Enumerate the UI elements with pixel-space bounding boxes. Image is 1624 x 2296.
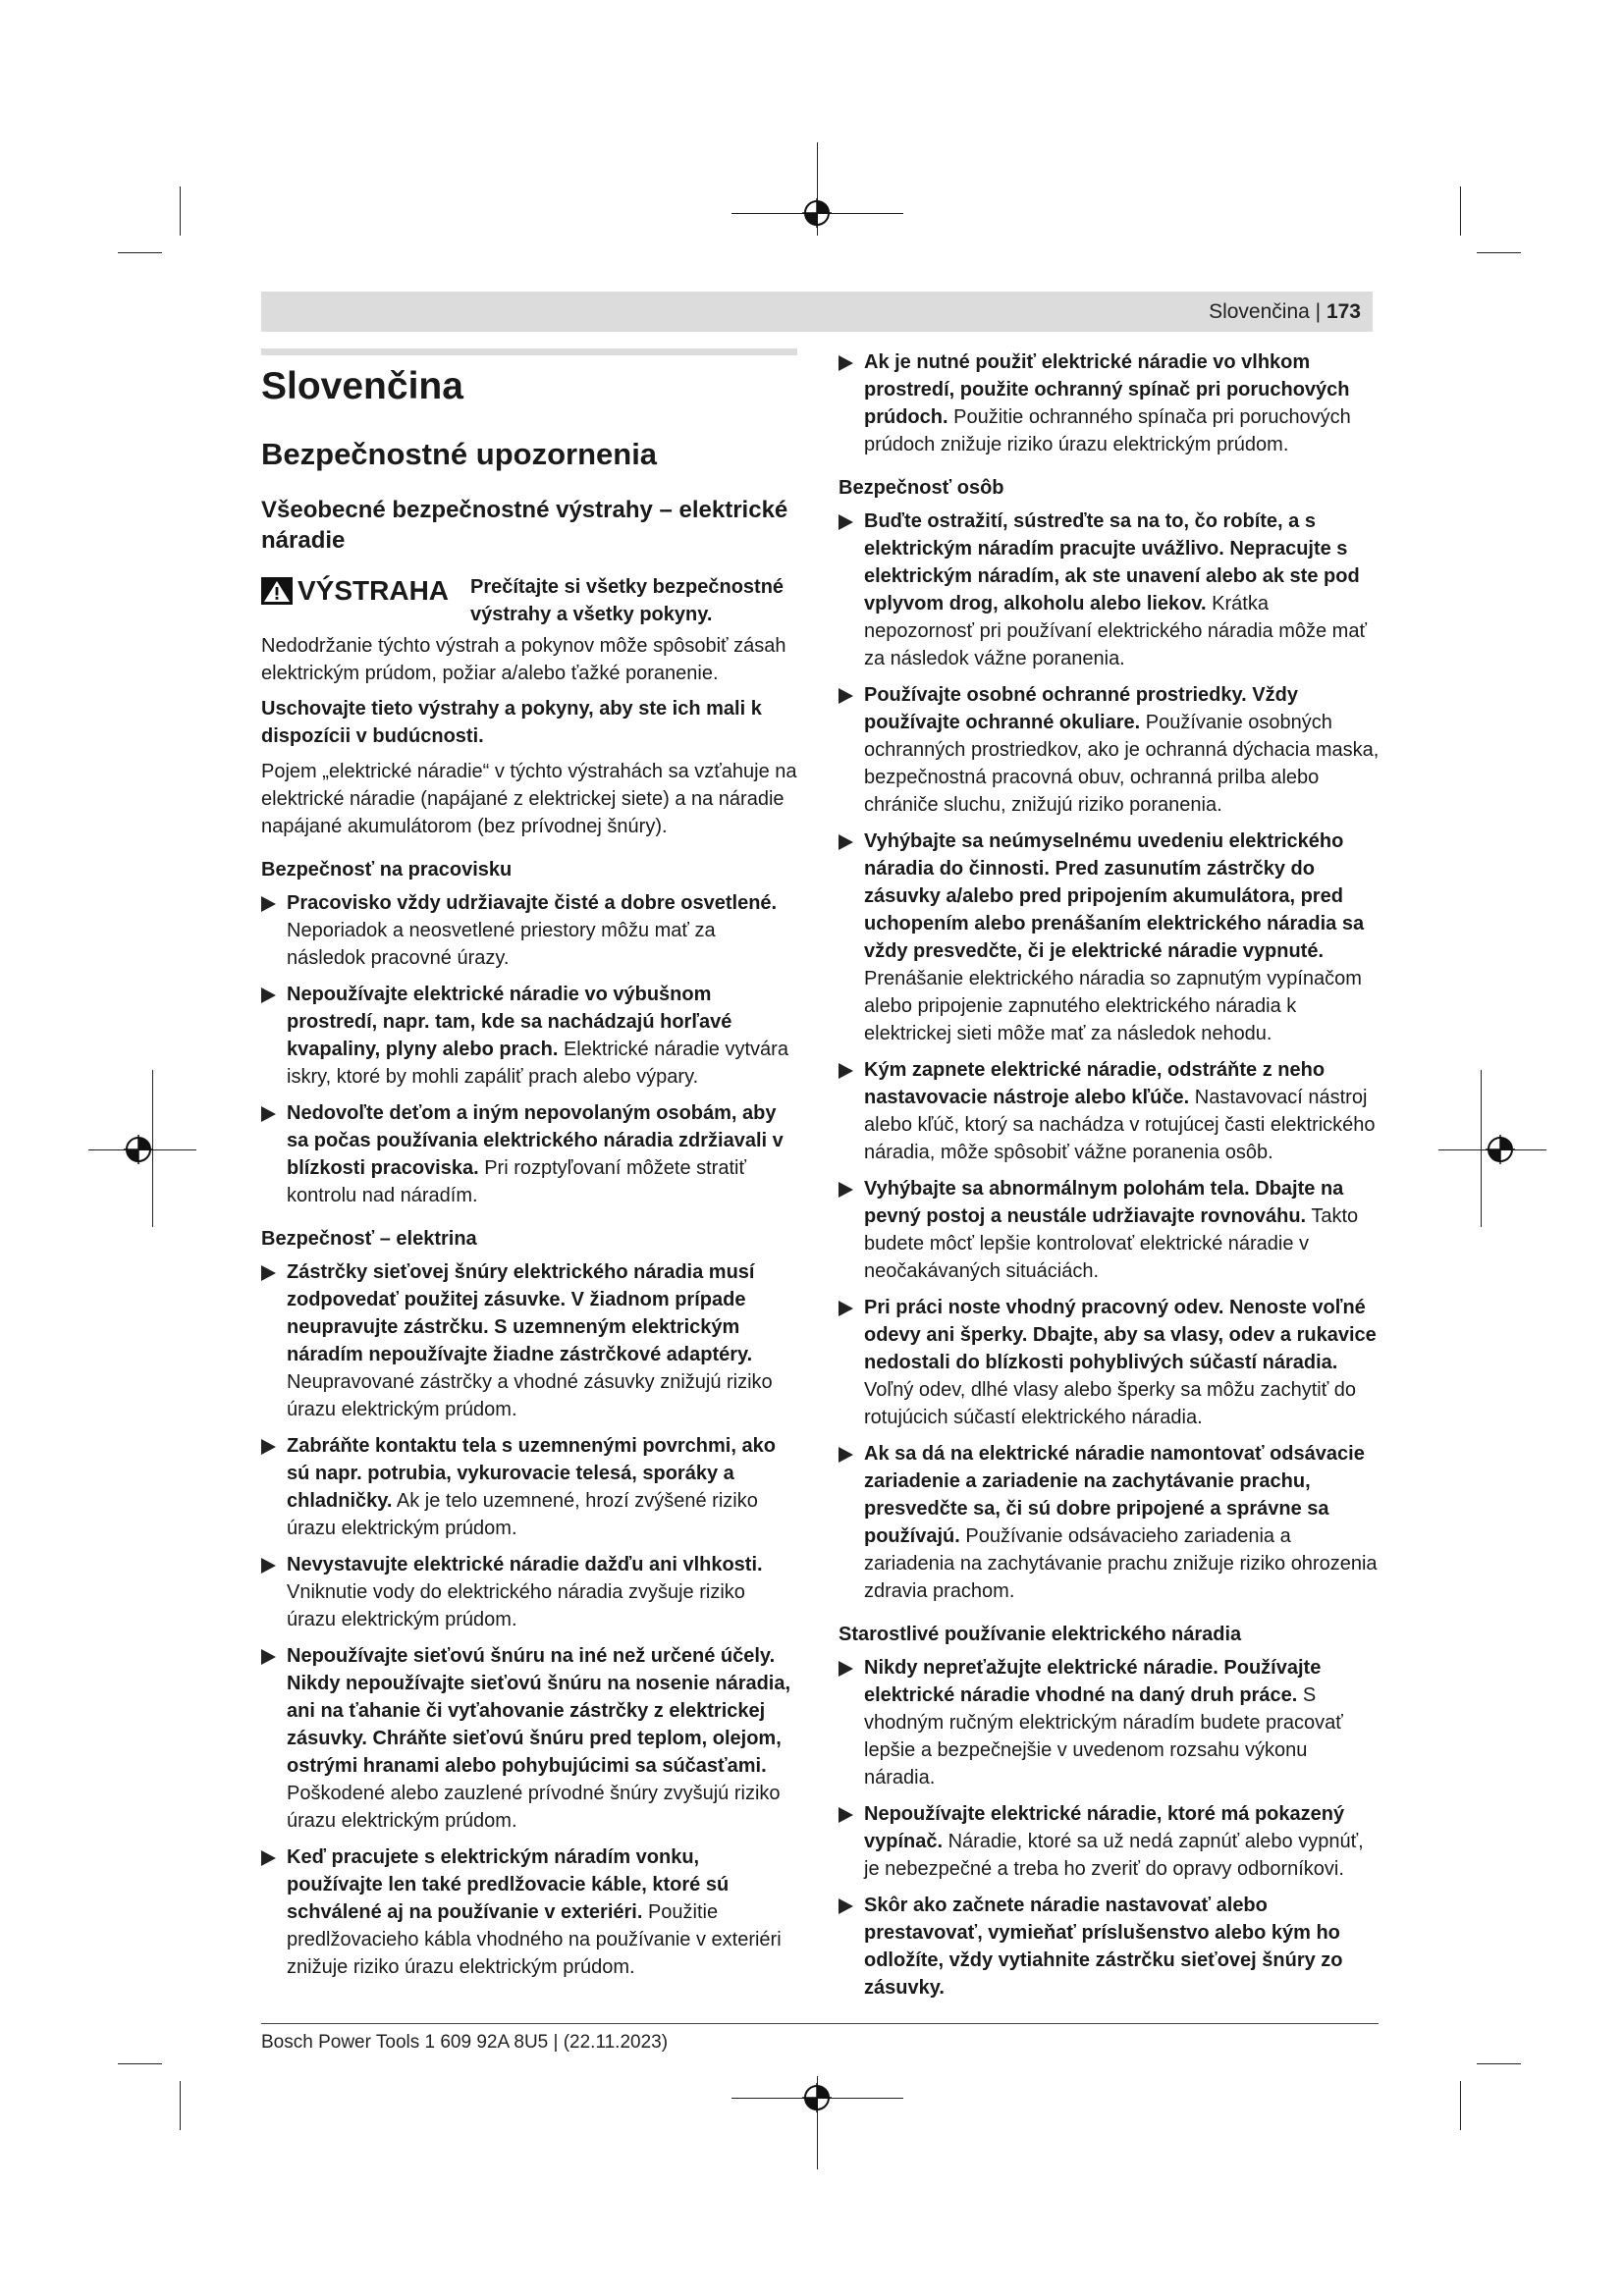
bullet-bold: Nedovoľte deťom a iným nepovolaným osobám, aby sa počas používania elektrického náradia zdržiavali v blízkosti pracoviska.: [287, 1102, 784, 1179]
bullet-bold: Ak sa dá na elektrické náradie namontovať odsávacie zariadenie a zariadenie na zachytávanie prachu, presvedčte sa, či sú dobre pripojené a správne sa používajú.: [864, 1443, 1365, 1547]
bullet-text: Krátka nepozornosť pri používaní elektrického náradia môže mať za následok vážne poranenia.: [864, 593, 1367, 669]
bullet-arrow-icon: [839, 688, 853, 704]
bullet-bold: Zástrčky sieťovej šnúry elektrického náradia musí zodpovedať použitej zásuvke. V žiadnom prípade neupravujte zástrčku. S uzemneným elektrickým náradím nepoužívajte žiadne zástrčkové adaptéry.: [287, 1261, 755, 1365]
bullet-item: [261, 889, 797, 972]
bullet-arrow-icon: [261, 1649, 276, 1665]
warning-block: [261, 573, 797, 632]
crop-mark: [180, 187, 181, 236]
bullet-item: [839, 681, 1380, 819]
header-separator: |: [1315, 300, 1322, 323]
bullet-item: [839, 507, 1380, 672]
bullet-bold: Nepoužívajte elektrické náradie vo výbušnom prostredí, napr. tam, kde sa nachádzajú horľavé kvapaliny, plyny alebo prach.: [287, 984, 732, 1060]
bullet-bold: Nikdy nepreťažujte elektrické náradie. Používajte elektrické náradie vhodné na daný druh práce.: [864, 1657, 1322, 1706]
bullet-text: Ak je telo uzemnené, hrozí zvýšené riziko úrazu elektrickým prúdom.: [287, 1490, 758, 1539]
bullet-arrow-icon: [839, 1661, 853, 1677]
crop-mark: [1477, 2063, 1521, 2064]
bullet-bold: Nepoužívajte elektrické náradie, ktoré má pokazený vypínač.: [864, 1803, 1345, 1852]
bullet-bold: Buďte ostražití, sústreďte sa na to, čo robíte, a s elektrickým náradím pracujte uvážlivo. Nepracujte s elektrickým náradím, ak ste unavení alebo ak ste pod vplyvom drog, alkoholu alebo liekov.: [864, 510, 1360, 614]
bullet-item: [261, 1258, 797, 1423]
bullet-text: Náradie, ktoré sa už nedá zapnúť alebo vypnúť, je nebezpečné a treba ho zveriť do opravy odborníkovi.: [864, 1831, 1364, 1880]
page-number: 173: [1326, 300, 1361, 323]
left-column: [261, 348, 797, 1990]
page-subtitle: Bezpečnostné upozornenia: [261, 437, 658, 471]
warning-label-text: VÝSTRAHA: [298, 575, 450, 606]
crop-mark: [1460, 187, 1461, 236]
bullet-item: [839, 1654, 1380, 1791]
registration-target-icon: [1486, 1135, 1515, 1164]
registration-target-icon: [124, 1135, 153, 1164]
crop-mark: [1477, 252, 1521, 253]
bullet-arrow-icon: [839, 1301, 853, 1316]
bullet-item: [261, 981, 797, 1091]
bullet-arrow-icon: [261, 1106, 276, 1122]
right-sections: [839, 474, 1380, 2002]
bullet-text: Použitie predlžovacieho kábla vhodného na používanie v exteriéri znižuje riziko úrazu elektrickým prúdom.: [287, 1901, 782, 1978]
bullet-text: Pri rozptyľovaní môžete stratiť kontrolu nad náradím.: [287, 1157, 746, 1206]
bullet-arrow-icon: [261, 1558, 276, 1574]
bullet-arrow-icon: [261, 1850, 276, 1866]
warning-triangle-icon: [261, 577, 293, 605]
bullet-item: [261, 1551, 797, 1633]
crop-mark: [1460, 2081, 1461, 2130]
left-sections: [261, 856, 797, 1981]
bullet-bold: Pri práci noste vhodný pracovný odev. Nenoste voľné odevy ani šperky. Dbajte, aby sa vlasy, odev a rukavice nedostali do blízkosti pohyblivých súčastí náradia.: [864, 1297, 1377, 1373]
bullet-item: [261, 1642, 797, 1835]
bullet-arrow-icon: [839, 1182, 853, 1198]
bullet-text: Neporiadok a neosvetlené priestory môžu mať za následok pracovné úrazy.: [287, 920, 716, 969]
bullet-text: Prenášanie elektrického náradia so zapnutým vypínačom alebo pripojenie zapnutého elektrického náradia k elektrickej sieti môže mať za následok nehodu.: [864, 968, 1362, 1044]
bullet-arrow-icon: [839, 1447, 853, 1463]
bullet-arrow-icon: [839, 1807, 853, 1823]
bullet-item: [839, 1800, 1380, 1883]
bullet-text: Používanie odsávacieho zariadenia a zariadenia na zachytávanie prachu znižuje riziko ohrozenia zdravia prachom.: [864, 1525, 1378, 1602]
section-title: Starostlivé používanie elektrického náradia: [839, 1624, 1242, 1645]
footer-rule: [261, 2023, 1379, 2024]
bullet-arrow-icon: [261, 896, 276, 912]
bullet-text: Vniknutie vody do elektrického náradia zvyšuje riziko úrazu elektrickým prúdom.: [287, 1581, 745, 1630]
bullet-item: [261, 1099, 797, 1209]
bullet-arrow-icon: [839, 834, 853, 850]
bullet-text: Elektrické náradie vytvára iskry, ktoré by mohli zapáliť prach alebo výpary.: [287, 1039, 788, 1088]
bullet-bold: Ak je nutné použiť elektrické náradie vo vlhkom prostredí, použite ochranný spínač pri poruchových prúdoch.: [864, 351, 1350, 428]
bullet-text: Použitie ochranného spínača pri poruchových prúdoch znižuje riziko úrazu elektrickým prúdom.: [864, 406, 1351, 455]
page-header: [261, 292, 1373, 332]
page-footer: Bosch Power Tools 1 609 92A 8U5 | (22.11.2023): [261, 2032, 669, 2053]
bullet-bold: Pracovisko vždy udržiavajte čisté a dobre osvetlené.: [287, 892, 778, 914]
bullet-bold: Nevystavujte elektrické náradie dažďu ani vlhkosti.: [287, 1554, 763, 1575]
bullet-item: [839, 1294, 1380, 1431]
bullet-item: [839, 1175, 1380, 1285]
page-title: Slovenčina: [261, 365, 463, 407]
bullet-item: [261, 1432, 797, 1542]
term-note: Pojem „elektrické náradie“ v týchto výstrahách sa vzťahuje na elektrické náradie (napájané z elektrickej siete) a na náradie napájané akumulátorom (bez prívodnej šnúry).: [261, 761, 797, 837]
bullet-text: Neupravované zástrčky a vhodné zásuvky znižujú riziko úrazu elektrickým prúdom.: [287, 1371, 773, 1420]
bullet-item: [839, 1056, 1380, 1166]
title-rule: [261, 348, 797, 355]
section-title: Bezpečnosť – elektrina: [261, 1228, 477, 1250]
bullet-item: [839, 1440, 1380, 1605]
section-heading: Všeobecné bezpečnostné výstrahy – elektrické náradie: [261, 497, 788, 554]
section-title: Bezpečnosť osôb: [839, 477, 1004, 499]
header-text: [1209, 292, 1361, 332]
crop-mark: [180, 2081, 181, 2130]
bullet-arrow-icon: [261, 1265, 276, 1281]
registration-target-icon: [802, 198, 832, 228]
keep-note: Uschovajte tieto výstrahy a pokyny, aby ste ich mali k dispozícii v budúcnosti.: [261, 698, 762, 747]
bullet-text: Nastavovací nástroj alebo kľúč, ktorý sa nachádza v rotujúcej časti elektrického náradia, môže spôsobiť vážne poranenia osôb.: [864, 1087, 1376, 1163]
bullet-arrow-icon: [839, 355, 853, 371]
bullet-arrow-icon: [261, 988, 276, 1003]
bullet-bold: Vyhýbajte sa neúmyselnému uvedeniu elektrického náradia do činnosti. Pred zasunutím zástrčky do zásuvky a/alebo pred pripojením akumulátora, pred uchopením alebo prenášaním elektrického náradia sa vždy presvedčte, či je elektrické náradie vypnuté.: [864, 830, 1365, 962]
section-title: Bezpečnosť na pracovisku: [261, 859, 513, 881]
bullet-item: [839, 828, 1380, 1047]
crop-mark: [118, 252, 162, 253]
bullet-bold: Zabráňte kontaktu tela s uzemnenými povrchmi, ako sú napr. potrubia, vykurovacie telesá, sporáky a chladničky.: [287, 1435, 776, 1512]
warning-text: Nedodržanie týchto výstrah a pokynov môže spôsobiť zásah elektrickým prúdom, požiar a/alebo ťažké poranenie.: [261, 635, 786, 684]
bullet-item: [261, 1843, 797, 1981]
bullet-bold: Používajte osobné ochranné prostriedky. Vždy používajte ochranné okuliare.: [864, 684, 1298, 733]
bullet-text: S vhodným ručným elektrickým náradím budete pracovať lepšie a bezpečnejšie v uvedenom rozsahu výkonu náradia.: [864, 1684, 1343, 1789]
registration-line: [1481, 1070, 1482, 1227]
bullet-text: Takto budete môcť lepšie kontrolovať elektrické náradie v neočakávaných situáciách.: [864, 1205, 1359, 1282]
bullet-bold: Nepoužívajte sieťovú šnúru na iné než určené účely. Nikdy nepoužívajte sieťovú šnúru na nosenie náradia, ani na ťahanie či vyťahovanie zástrčky z elektrickej zásuvky. Chráňte sieťovú šnúru pred teplom, olejom, ostrými hranami alebo pohybujúcimi sa súčasťami.: [287, 1645, 791, 1777]
bullet-bold: Keď pracujete s elektrickým náradím vonku, používajte len také predlžovacie káble, ktoré sú schválené aj na používanie v exteriéri.: [287, 1846, 730, 1923]
crop-mark: [118, 2063, 162, 2064]
bullet-arrow-icon: [839, 1898, 853, 1914]
bullet-bold: Kým zapnete elektrické náradie, odstráňte z neho nastavovacie nástroje alebo kľúče.: [864, 1059, 1326, 1108]
bullet-item: [839, 1892, 1380, 2002]
bullet-text: Poškodené alebo zauzlené prívodné šnúry zvyšujú riziko úrazu elektrickým prúdom.: [287, 1783, 781, 1832]
bullet-arrow-icon: [839, 1063, 853, 1079]
bullet-text: Voľný odev, dlhé vlasy alebo šperky sa môžu zachytiť do rotujúcich súčastí elektrického náradia.: [864, 1379, 1357, 1428]
bullet-bold: Vyhýbajte sa abnormálnym polohám tela. Dbajte na pevný postoj a neustále udržiavajte rovnováhu.: [864, 1178, 1344, 1227]
bullet-item: [839, 348, 1380, 458]
right-column: [839, 348, 1380, 2010]
bullet-arrow-icon: [261, 1439, 276, 1455]
registration-target-icon: [802, 2083, 832, 2112]
header-language: Slovenčina: [1209, 300, 1310, 323]
bullet-bold: Skôr ako začnete náradie nastavovať alebo prestavovať, vymieňať príslušenstvo alebo kým ho odložíte, vždy vytiahnite zástrčku sieťovej šnúry zo zásuvky.: [864, 1895, 1343, 1999]
warning-label: [261, 575, 449, 607]
warning-lead: Prečítajte si všetky bezpečnostné výstrahy a všetky pokyny.: [470, 576, 785, 625]
bullet-arrow-icon: [839, 514, 853, 530]
bullet-text: Používanie osobných ochranných prostriedkov, ako je ochranná dýchacia maska, bezpečnostná pracovná obuv, ochranná prilba alebo chrániče sluchu, znižujú riziko poranenia.: [864, 712, 1380, 816]
